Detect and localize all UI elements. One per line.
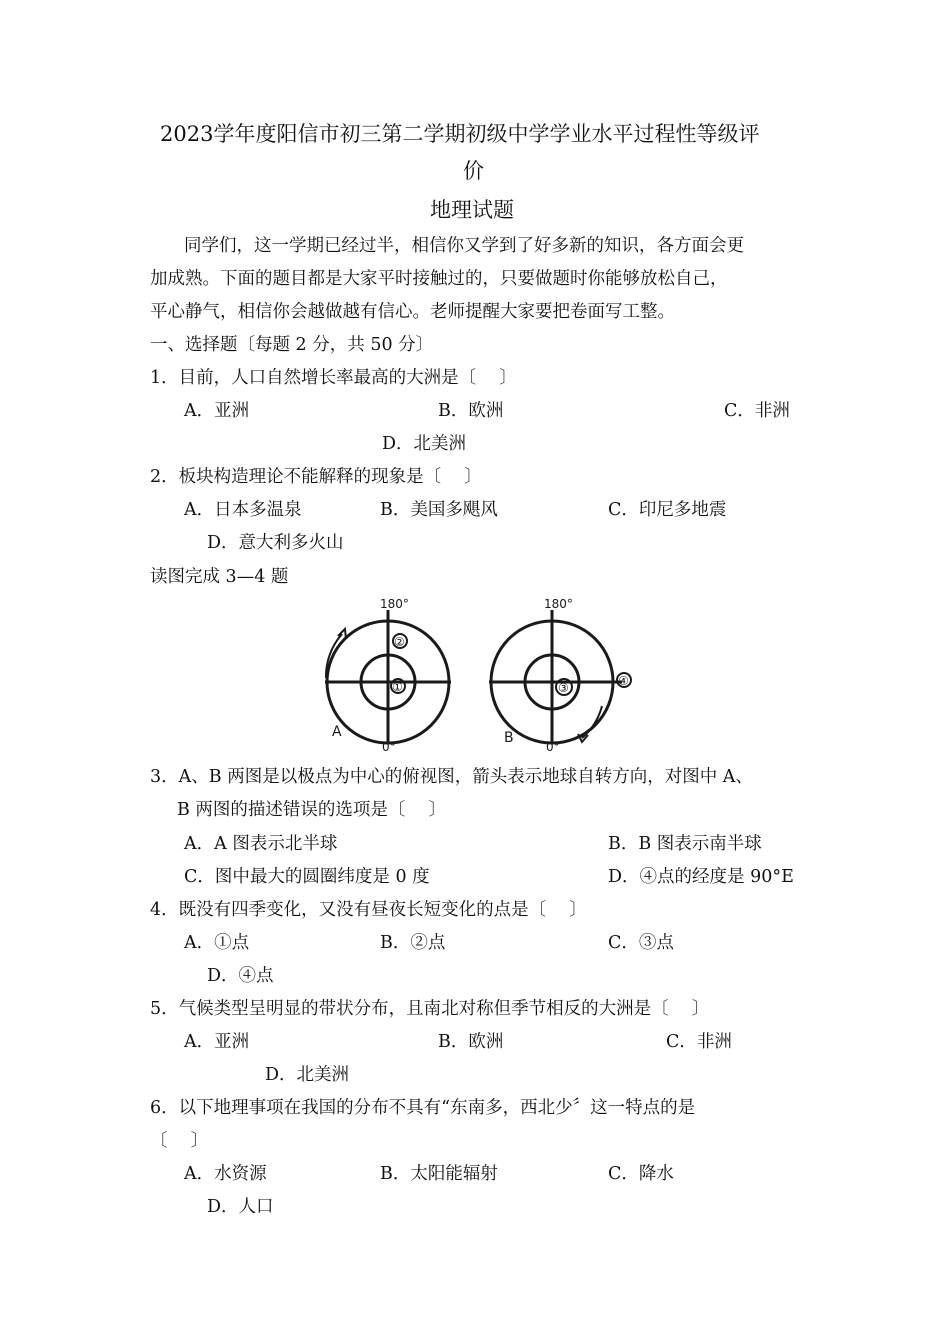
q5-stem: 5．气候类型呈明显的带状分布，且南北对称但季节相反的大洲是〔 〕 [150,999,710,1019]
q6-option-b: B．太阳能辐射 [380,1164,498,1184]
q4-option-c: C．③点 [608,933,674,953]
q5-option-a: A．亚洲 [184,1032,250,1052]
q5-option-b: B．欧洲 [438,1032,504,1052]
q2-option-b: B．美国多飓风 [380,500,498,520]
figure-a-point-2: ② [394,635,405,649]
q6-option-a: A．水资源 [184,1164,267,1184]
q3-stem-line-2: B 两图的描述错误的选项是〔 〕 [177,800,446,820]
intro-line-2: 加成熟。下面的题目都是大家平时接触过的，只要做题时你能够放松自己， [150,269,728,289]
q1-option-c: C．非洲 [724,401,790,421]
figure-a-180-label: 180° [380,597,409,611]
subtitle: 地理试题 [430,198,514,222]
q1-stem: 1．目前，人口自然增长率最高的大洲是〔 〕 [150,368,517,388]
q6-stem-line-1: 6．以下地理事项在我国的分布不具有“东南多，西北少〞这一特点的是 [150,1098,696,1118]
q5-option-d: D．北美洲 [265,1065,350,1085]
q4-option-b: B．②点 [380,933,446,953]
figure-b-0-label: 0° [546,740,560,754]
q5-option-c: C．非洲 [666,1032,732,1052]
q4-option-d: D．④点 [207,966,274,986]
q3-option-b: B．B 图表示南半球 [608,834,762,854]
intro-line-3: 平心静气，相信你会越做越有信心。老师提醒大家要把卷面写工整。 [150,302,675,322]
figure-a-0-label: 0° [382,740,396,754]
q4-stem: 4．既没有四季变化，又没有昼夜长短变化的点是〔 〕 [150,900,587,920]
q1-option-a: A．亚洲 [184,401,250,421]
figure-a-point-1: ① [392,680,403,694]
figure-b-point-4: ④ [618,674,629,688]
title-line-1: 2023学年度阳信市初三第二学期初级中学学业水平过程性等级评 [160,122,760,146]
intro-line-1: 同学们，这一学期已经过半，相信你又学到了好多新的知识，各方面会更 [184,236,744,256]
q3-option-d: D．④点的经度是 90°E [608,867,794,887]
q3-option-a: A．A 图表示北半球 [184,834,338,854]
q4-option-a: A．①点 [184,933,250,953]
figure-b-180-label: 180° [544,597,573,611]
figure-a-label: A [332,724,342,740]
q1-option-d: D．北美洲 [382,434,467,454]
q6-stem-line-2: 〔 〕 [150,1131,209,1151]
polar-view-figure [320,596,640,756]
figure-b-point-3: ③ [558,681,569,695]
q3-stem-line-1: 3．A、B 两图是以极点为中心的俯视图，箭头表示地球自转方向，对图中 A、 [150,767,753,787]
q2-option-c: C．印尼多地震 [608,500,727,520]
q2-stem: 2．板块构造理论不能解释的现象是〔 〕 [150,467,482,487]
q2-option-d: D．意大利多火山 [207,533,344,553]
q2-option-a: A．日本多温泉 [184,500,302,520]
figure-b-label: B [504,730,514,746]
q1-option-b: B．欧洲 [438,401,504,421]
q6-option-d: D．人口 [207,1197,274,1217]
q3-option-c: C．图中最大的圆圈纬度是 0 度 [184,867,430,887]
title-line-2: 价 [463,159,484,183]
figure-instruction: 读图完成 3—4 题 [150,567,289,587]
q6-option-c: C．降水 [608,1164,674,1184]
section-heading: 一、选择题〔每题 2 分，共 50 分〕 [150,335,434,355]
